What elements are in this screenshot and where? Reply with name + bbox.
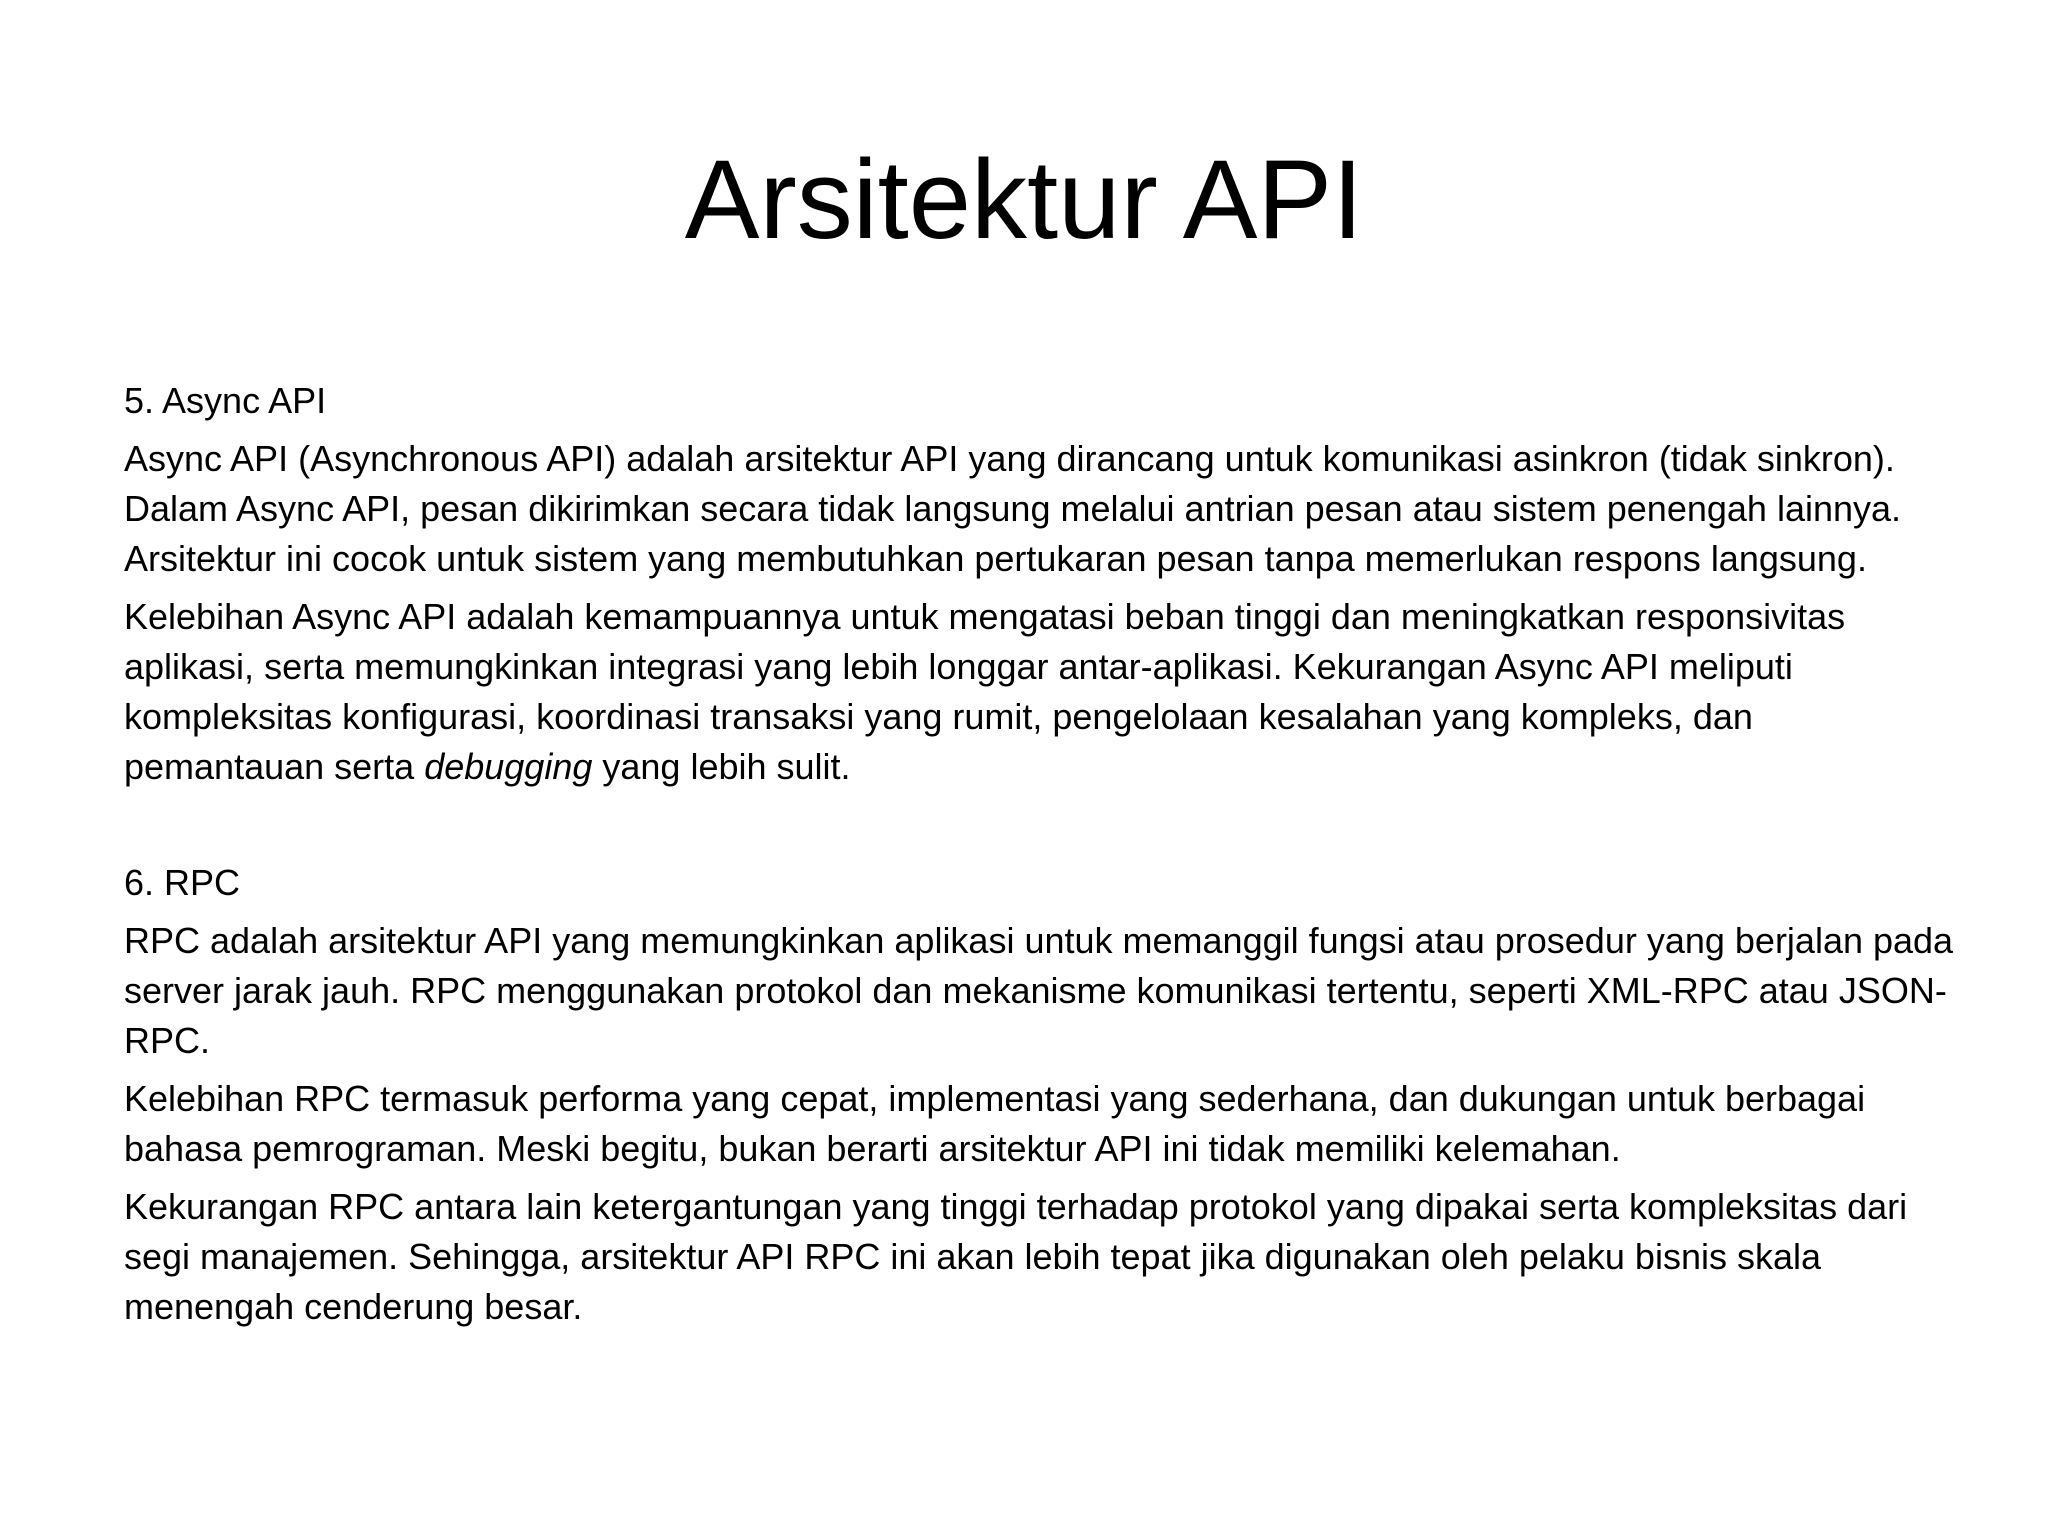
async-api-pros-cons-end: yang lebih sulit. bbox=[592, 746, 851, 787]
async-api-definition: Async API (Asynchronous API) adalah arsitektur API yang dirancang untuk komunikasi asinkron (tidak sinkron). Dalam Async API, pesan dikirimkan secara tidak langsung melalui antrian pesan atau sistem penengah lainnya. Arsitektur ini cocok untuk sistem yang membutuhkan pertukaran pesan tanpa memerlukan respons langsung. bbox=[124, 438, 1902, 579]
slide-body bbox=[124, 376, 1954, 1340]
section-heading-rpc: 6. RPC bbox=[124, 862, 241, 903]
async-api-pros-cons-text: Kelebihan Async API adalah kemampuannya untuk mengatasi beban tinggi dan meningkatkan responsivitas aplikasi, serta memungkinkan integrasi yang lebih longgar antar-aplikasi. Kekurangan Async API meliputi kompleksitas konfigurasi, koordinasi transaksi yang rumit, pengelolaan kesalahan yang kompleks, dan pemantauan serta bbox=[124, 596, 1846, 787]
rpc-pros: Kelebihan RPC termasuk performa yang cepat, implementasi yang sederhana, dan dukungan untuk berbagai bahasa pemrograman. Meski begitu, bukan berarti arsitektur API ini tidak memiliki kelemahan. bbox=[124, 1078, 1866, 1169]
async-api-italic-term: debugging bbox=[424, 746, 593, 787]
rpc-cons: Kekurangan RPC antara lain ketergantungan yang tinggi terhadap protokol yang dipakai serta kompleksitas dari segi manajemen. Sehingga, arsitektur API RPC ini akan lebih tepat jika digunakan oleh pelaku bisnis skala menengah cenderung besar. bbox=[124, 1186, 1908, 1327]
slide-title: Arsitektur API bbox=[684, 137, 1364, 262]
async-api-pros-cons bbox=[124, 592, 1954, 792]
rpc-definition: RPC adalah arsitektur API yang memungkinkan aplikasi untuk memanggil fungsi atau prosedur yang berjalan pada server jarak jauh. RPC menggunakan protokol dan mekanisme komunikasi tertentu, seperti XML-RPC atau JSON-RPC. bbox=[124, 920, 1954, 1061]
section-spacer bbox=[124, 800, 1954, 858]
section-heading-async-api: 5. Async API bbox=[124, 380, 327, 421]
